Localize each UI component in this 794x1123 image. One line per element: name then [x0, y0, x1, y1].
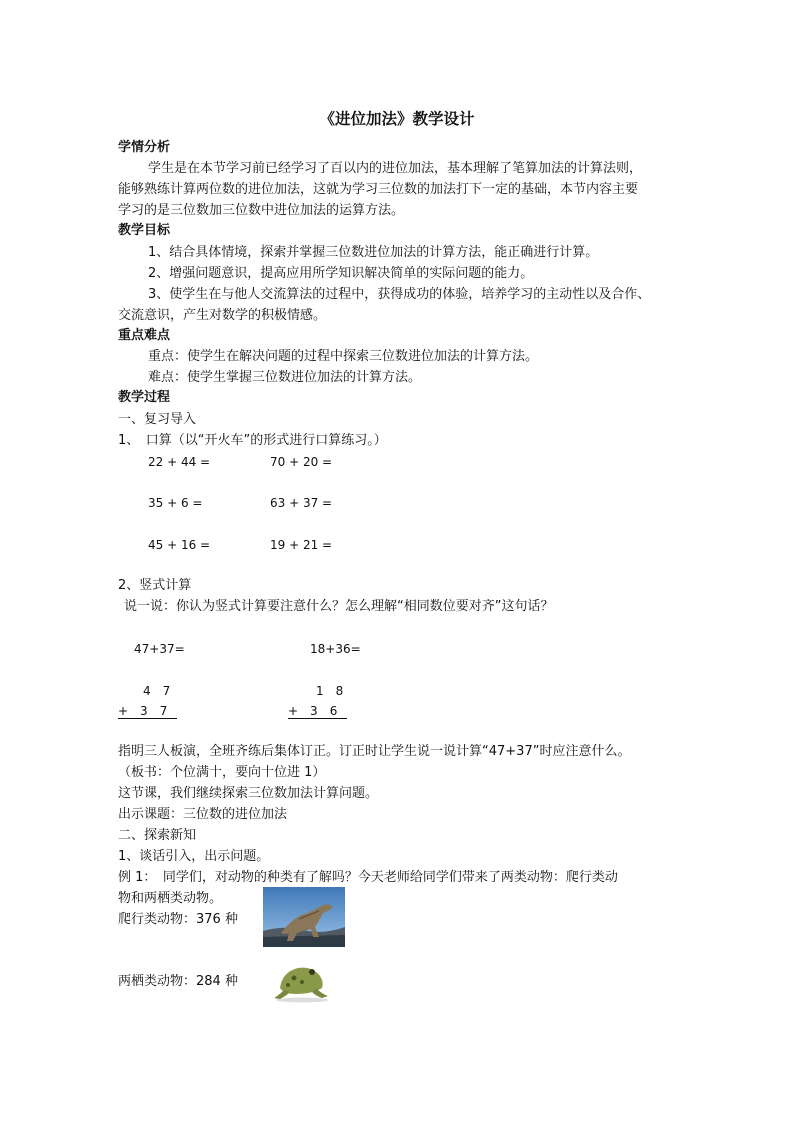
key-point: 重点：使学生在解决问题的过程中探索三位数进位加法的计算方法。 — [148, 349, 539, 364]
example-text: 例 1： 同学们，对动物的种类有了解吗？今天老师给同学们带来了两类动物：爬行类动 — [118, 870, 618, 885]
section-heading-process: 教学过程 — [118, 390, 171, 405]
vertical-addend-top: 1 8 — [316, 684, 344, 698]
vertical-expression: 18+36= — [310, 642, 361, 656]
goal-item: 3、使学生在与他人交流算法的过程中，获得成功的体验，培养学习的主动性以及合作、 — [148, 287, 651, 302]
section-heading-keypoints: 重点难点 — [118, 328, 171, 343]
oral-problem: 45 + 16 = — [148, 538, 211, 552]
vertical-addend-bottom — [288, 702, 347, 720]
page-title: 《进位加法》教学设计 — [319, 110, 475, 128]
goal-item: 1、结合具体情境，探索并掌握三位数进位加法的计算方法，能正确进行计算。 — [148, 245, 599, 260]
lesson-topic: 出示课题：三位数的进位加法 — [118, 807, 288, 822]
goal-item: 2、增强问题意识，提高应用所学知识解决简单的实际问题的能力。 — [148, 266, 534, 281]
vertical-calc-title: 2、竖式计算 — [118, 578, 192, 593]
lizard-image — [263, 887, 345, 947]
difficult-point: 难点：使学生掌握三位数进位加法的计算方法。 — [148, 370, 422, 385]
example-text-continued: 物和两栖类动物。 — [118, 891, 223, 906]
oral-calc-instruction: 1、 口算（以“开火车”的形式进行口算练习。） — [118, 433, 387, 448]
oral-problem: 35 + 6 = — [148, 496, 203, 510]
subsection-review: 一、复习导入 — [118, 412, 197, 427]
transition-text: 这节课，我们继续探索三位数加法计算问题。 — [118, 786, 379, 801]
section-heading-goals: 教学目标 — [118, 223, 171, 238]
board-note: （板书：个位满十，要向十位进 1） — [118, 765, 326, 780]
vertical-addend-bottom-text: + 3 6 — [288, 704, 347, 719]
subsection-explore: 二、探索新知 — [118, 828, 197, 843]
frog-image — [266, 952, 338, 1004]
goal-item-continued: 交流意识，产生对数学的积极情感。 — [118, 308, 327, 323]
reptile-count: 爬行类动物：376 种 — [118, 912, 238, 927]
intro-step: 1、谈话引入，出示问题。 — [118, 849, 270, 864]
paragraph-line: 能够熟练计算两位数的进位加法，这就为学习三位数的加法打下一定的基础，本节内容主要 — [118, 182, 639, 197]
oral-problem: 70 + 20 = — [270, 455, 333, 469]
discussion-prompt: 说一说：你认为竖式计算要注意什么？怎么理解“相同数位要对齐”这句话？ — [124, 599, 554, 614]
vertical-addend-bottom — [118, 702, 177, 720]
oral-problem: 22 + 44 = — [148, 455, 211, 469]
board-instruction: 指明三人板演，全班齐练后集体订正。订正时让学生说一说计算“47+37”时应注意什么。 — [118, 744, 631, 759]
paragraph-line: 学习的是三位数加三位数中进位加法的运算方法。 — [118, 203, 405, 218]
paragraph-line: 学生是在本节学习前已经学习了百以内的进位加法，基本理解了笔算加法的计算法则， — [148, 161, 643, 176]
section-heading-analysis: 学情分析 — [118, 140, 171, 155]
vertical-addend-top: 4 7 — [143, 684, 171, 698]
oral-problem: 19 + 21 = — [270, 538, 333, 552]
oral-problem: 63 + 37 = — [270, 496, 333, 510]
amphibian-count: 两栖类动物：284 种 — [118, 974, 238, 989]
vertical-expression: 47+37= — [134, 642, 185, 656]
vertical-addend-bottom-text: + 3 7 — [118, 704, 177, 719]
